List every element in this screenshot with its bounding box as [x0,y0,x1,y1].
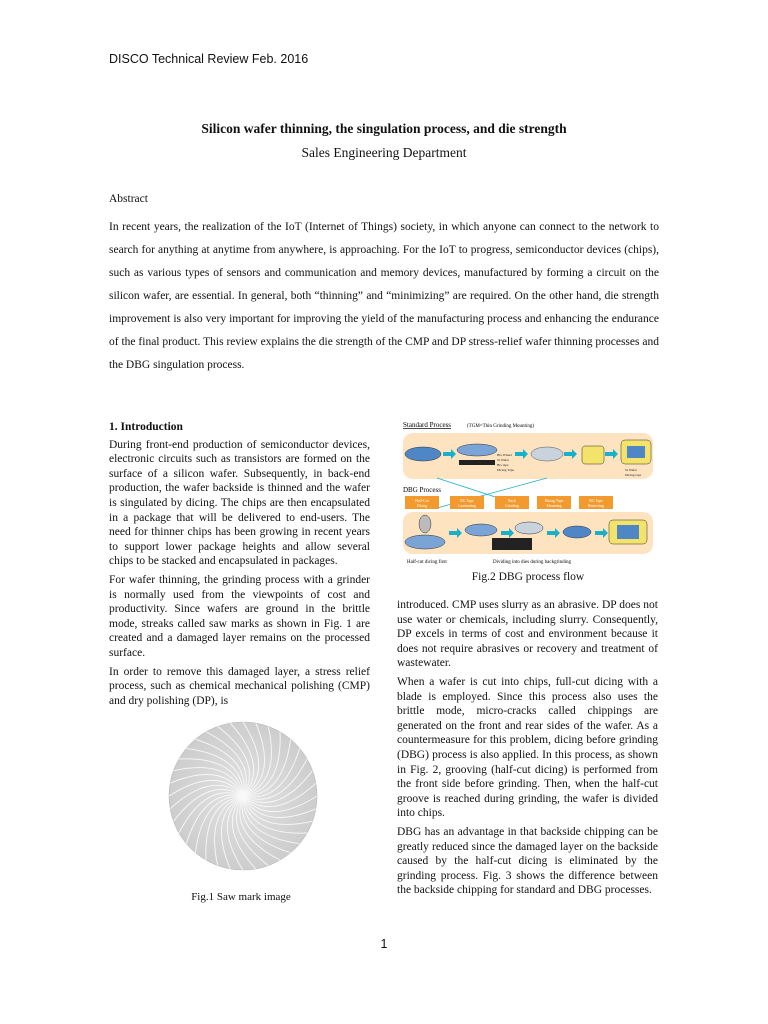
wafer-icon [563,526,591,538]
legend-item: BG tape [497,463,509,467]
process-step-label: BG Tape [460,499,474,503]
journal-header: DISCO Technical Review Feb. 2016 [109,52,309,66]
dbg-process-label: DBG Process [403,486,441,494]
process-step-label: Mounting [546,504,562,508]
abstract-text: In recent years, the realization of the IoT (Internet of Things) society, in which anyone can connect to the network to search for anything at anytime from anywhere, is approaching. For the IoT to progress, semiconductor devices (chips), such as various types of sensors and communication and memory devices, manufactured by forming a circuit on the silicon wafer, are essential. In general, both “thinning” and “minimizing” are required. On the other hand, die strength improvement is also very important for improving the yield of the manufacturing process and enhancing the endurance of the final product. This review explains the die strength of the CMP and DP stress-relief wafer thinning processes and the DBG singulation process. [109,221,659,371]
paragraph: For wafer thinning, the grinding process with a grinder is normally used from the viewpoints of cost and productivity. Since wafers are ground in the brittle mode, streaks called saw marks as shown in Fig. 1 are created and a damaged layer remains on the processed surface. [109,573,370,659]
grinder-icon [459,460,495,465]
figure-caption: Fig.2 DBG process flow [471,571,585,583]
process-step-label: Back [508,499,516,503]
left-column [109,420,370,712]
chip-array-icon [617,525,639,539]
process-step-label: Half-Cut [415,499,429,503]
legend-item: Dicing Tape [497,468,515,472]
blade-icon [419,515,431,533]
standard-process-label: Standard Process [403,421,452,429]
paragraph: During front-end production of semiconductor devices, electronic circuits such as transistors are formed on the surface of a silicon wafer. Subsequently, in back-end production, the wafer backside is thinned and the wafer is singulated by dicing. The chips are then encapsulated in a package that will be delivered to end-users. The need for thinner chips has been growing in recent years to support lower package heights and allow several chips to be stacked and encapsulated in packages. [109,438,370,568]
process-step-label: Removing [588,504,604,508]
chip-array-icon [627,446,645,458]
dividing-note: Dividing into dies during backgrinding [493,560,572,565]
paragraph: DBG has an advantage in that backside chipping can be greatly reduced since the damaged layer on the backside caused by the half-cut dicing is eliminated by the grinding process. Fig. 3 shows the difference between the backside chipping for standard and DBG processes. [397,825,658,897]
paper-title: Silicon wafer thinning, the singulation process, and die strength [201,121,567,136]
author-department: Sales Engineering Department [301,145,467,160]
grinder-icon [492,538,532,550]
half-cut-note: Half-cut dicing first [407,560,447,565]
page-number: 1 [380,937,388,951]
legend-item: Dicing tape [625,473,642,477]
section-heading: 1. Introduction [109,421,183,433]
tgm-note: (TGM=Thin Grinding Mounting) [467,424,534,429]
wafer-icon [465,524,497,536]
paragraph: When a wafer is cut into chips, full-cut dicing with a blade is employed. Since this process also uses the brittle mode, micro-cracks called chippings are generated on the front and rear sides of the wafer. As a countermeasure for this problem, dicing before grinding (DBG) process is also applied. In this process, as shown in Fig. 2, grooving (half-cut dicing) is performed from the front side before grinding. Then, when the half-cut groove is reached during grinding, the wafer is divided into chips. [397,675,658,820]
wafer-icon [405,535,445,549]
figure-caption: Fig.1 Saw mark image [191,891,291,903]
paragraph: introduced. CMP uses slurry as an abrasive. DP does not use water or chemicals, including slurry. Consequently, DP excels in terms of cost and environment because it does not require abrasives or recovery and treatment of wastewater. [397,599,658,670]
process-step-label: Dicing [416,504,428,508]
dbg-process-flow-figure [397,416,659,568]
wafer-icon [515,522,543,534]
abstract-heading: Abstract [109,193,148,205]
wafer-icon [405,447,441,461]
process-step-label: BG Tape [589,499,603,503]
wafer-icon [531,447,563,461]
process-step-label: Grinding [505,504,519,508]
right-column [397,598,658,902]
wafer-icon [457,444,497,456]
legend-item: BG Wheel [497,453,512,457]
legend-item: Si Wafer [625,468,638,472]
frame-icon [582,446,604,464]
process-step-label: Dicing Tape [544,499,564,503]
saw-mark-figure [168,721,318,871]
legend-item: Si Wafer [497,458,510,462]
process-step-label: Laminating [458,504,476,508]
paragraph: In order to remove this damaged layer, a stress relief process, such as chemical mechanical polishing (CMP) and dry polishing (DP), is [109,665,370,707]
